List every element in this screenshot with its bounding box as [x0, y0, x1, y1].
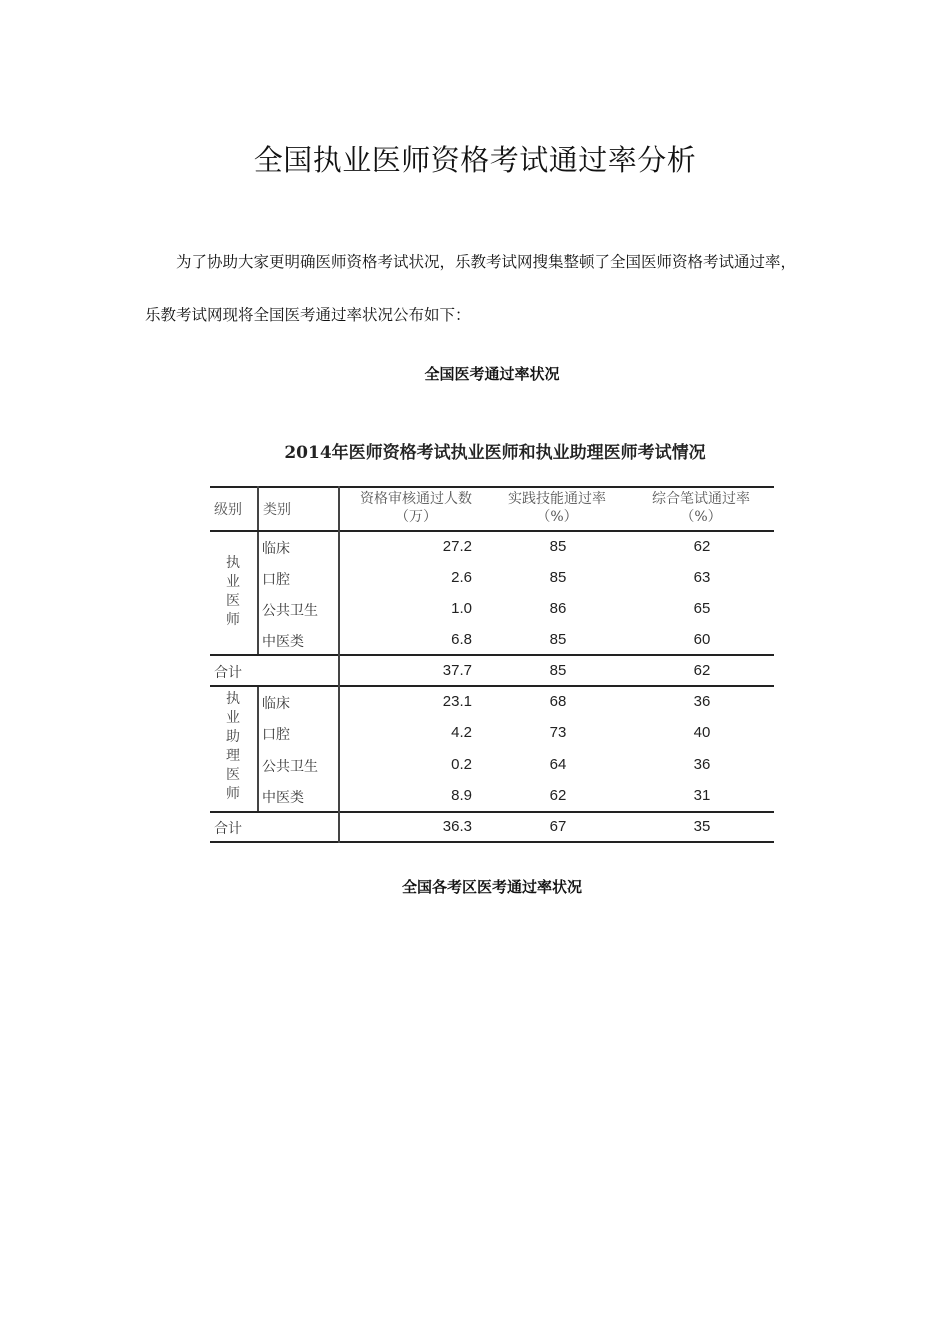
group1-label-char: 业	[226, 574, 240, 590]
total-practical: 67	[549, 818, 567, 835]
row-practical: 68	[549, 693, 567, 710]
header-written	[628, 490, 774, 526]
group2-level-label	[223, 690, 243, 804]
header-level: 级别	[214, 502, 242, 518]
row-count: 4.2	[451, 724, 472, 741]
section-heading-regional: 全国各考区医考通过率状况	[401, 878, 582, 896]
header-count-line2: （万）	[395, 509, 437, 525]
group2-label-char: 助	[226, 729, 240, 745]
row-written: 63	[693, 569, 711, 586]
row-count: 6.8	[451, 631, 472, 648]
page-title: 全国执业医师资格考试通过率分析	[253, 143, 697, 177]
group1-label-char: 执	[226, 555, 240, 571]
intro-paragraph: 为了协助大家更明确医师资格考试状况，乐教考试网搜集整顿了全国医师资格考试通过率，乐教考试网现将全国医考通过率状况公布如下：	[145, 253, 797, 324]
row-category: 中医类	[262, 634, 304, 650]
row-count: 23.1	[442, 693, 472, 710]
row-practical: 85	[549, 631, 567, 648]
row-practical: 86	[549, 600, 567, 617]
row-practical: 62	[549, 787, 567, 804]
row-written: 31	[693, 787, 711, 804]
group1-label-char: 医	[226, 593, 240, 609]
row-category: 口腔	[262, 727, 290, 743]
table-level-divider	[257, 486, 259, 530]
row-written: 40	[693, 724, 711, 741]
row-category: 口腔	[262, 572, 290, 588]
group2-label-char: 理	[226, 748, 240, 764]
total-count: 36.3	[442, 818, 472, 835]
header-practical-line2: （%）	[536, 509, 578, 525]
row-category: 公共卫生	[262, 603, 318, 619]
header-written-line1: 综合笔试通过率	[652, 491, 750, 507]
total-practical: 85	[549, 662, 567, 679]
total-label: 合计	[214, 665, 242, 681]
table-category-divider	[338, 486, 340, 843]
header-count-line1: 资格审核通过人数	[360, 491, 472, 507]
group1-label-char: 师	[226, 612, 240, 628]
row-category: 临床	[262, 541, 290, 557]
total-count: 37.7	[442, 662, 472, 679]
table-group2-start-rule	[210, 685, 774, 687]
row-count: 1.0	[451, 600, 472, 617]
group2-label-char: 师	[226, 786, 240, 802]
row-written: 60	[693, 631, 711, 648]
row-written: 65	[693, 600, 711, 617]
row-written: 36	[693, 693, 711, 710]
row-practical: 85	[549, 538, 567, 555]
group1-level-label	[223, 554, 243, 630]
row-practical: 85	[549, 569, 567, 586]
row-count: 2.6	[451, 569, 472, 586]
header-practical-line1: 实践技能通过率	[508, 491, 606, 507]
total-label: 合计	[214, 821, 242, 837]
table-top-rule	[210, 486, 774, 488]
header-count	[340, 490, 492, 526]
row-count: 8.9	[451, 787, 472, 804]
group2-label-char: 医	[226, 767, 240, 783]
table-bottom-rule	[210, 841, 774, 843]
row-count: 0.2	[451, 756, 472, 773]
total-written: 62	[693, 662, 711, 679]
table-level-divider-g1	[257, 532, 259, 654]
section-heading-pass-rate: 全国医考通过率状况	[424, 365, 560, 383]
row-written: 36	[693, 756, 711, 773]
row-written: 62	[693, 538, 711, 555]
table-group1-total-rule	[210, 654, 774, 656]
pass-rate-table	[210, 486, 774, 843]
total-written: 35	[693, 818, 711, 835]
header-practical	[492, 490, 622, 526]
header-written-line2: （%）	[680, 509, 722, 525]
row-category: 中医类	[262, 790, 304, 806]
table-header-rule	[210, 530, 774, 532]
table-group2-total-rule	[210, 811, 774, 813]
row-practical: 73	[549, 724, 567, 741]
figure-title: 2014年医师资格考试执业医师和执业助理医师考试情况	[284, 443, 706, 463]
row-category: 公共卫生	[262, 759, 318, 775]
header-category: 类别	[263, 502, 291, 518]
row-count: 27.2	[442, 538, 472, 555]
row-category: 临床	[262, 696, 290, 712]
row-practical: 64	[549, 756, 567, 773]
group2-label-char: 业	[226, 710, 240, 726]
table-level-divider-g2	[257, 687, 259, 811]
group2-label-char: 执	[226, 691, 240, 707]
